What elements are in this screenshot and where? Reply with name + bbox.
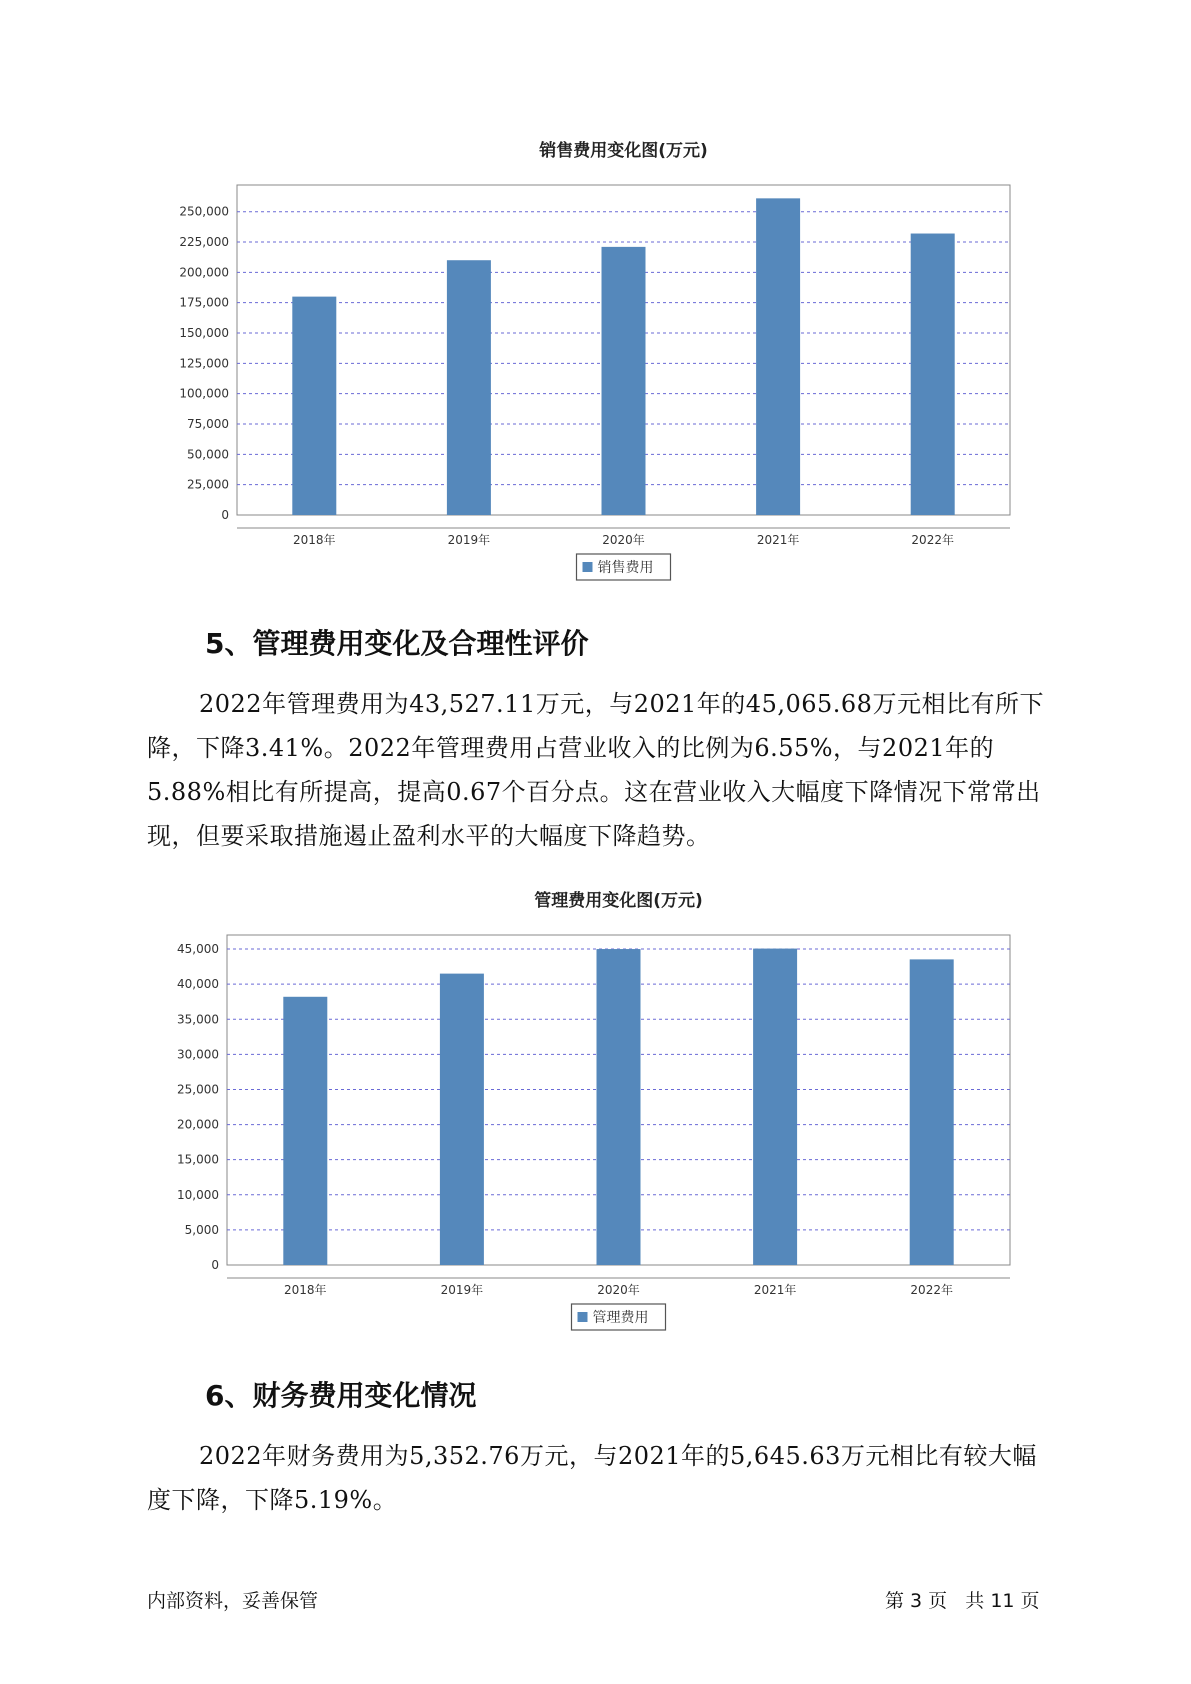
chart-title: 销售费用变化图(万元): [539, 141, 708, 161]
y-tick-label: 35,000: [177, 1012, 219, 1027]
y-tick-label: 15,000: [177, 1152, 219, 1167]
y-tick-label: 225,000: [179, 235, 229, 250]
y-tick-label: 250,000: [179, 204, 229, 219]
y-tick-label: 20,000: [177, 1117, 219, 1132]
x-tick-label: 2022年: [910, 1283, 953, 1297]
x-tick-label: 2021年: [753, 1283, 797, 1297]
y-tick-label: 25,000: [187, 477, 229, 492]
sales-expense-chart-svg: [0, 140, 1191, 600]
footer-confidential-note: 内部资料，妥善保管: [147, 1590, 319, 1612]
bar: [910, 959, 954, 1265]
x-tick-label: 2019年: [447, 533, 491, 547]
bar: [283, 997, 327, 1265]
y-tick-label: 25,000: [177, 1082, 219, 1097]
x-tick-label: 2021年: [756, 533, 800, 547]
bar: [447, 260, 491, 515]
x-tick-label: 2020年: [602, 533, 645, 547]
x-tick-label: 2018年: [293, 533, 336, 547]
y-tick-label: 5,000: [184, 1222, 219, 1237]
x-tick-label: 2019年: [440, 1283, 484, 1297]
legend-label: 销售费用: [597, 560, 654, 576]
bar: [753, 949, 797, 1265]
section-heading-finance-expense: 6、财务费用变化情况: [205, 1379, 477, 1412]
legend-swatch: [578, 1312, 588, 1322]
bar: [440, 974, 484, 1265]
admin-expense-chart: [0, 890, 1191, 1350]
admin-expense-chart-svg: [0, 890, 1191, 1350]
x-tick-label: 2022年: [911, 533, 954, 547]
y-tick-label: 30,000: [177, 1047, 219, 1062]
footer-page-number: 第 3 页 共 11 页: [885, 1590, 1040, 1612]
y-tick-label: 0: [221, 508, 229, 522]
x-tick-label: 2020年: [597, 1283, 640, 1297]
y-tick-label: 0: [211, 1258, 219, 1272]
legend-label: 管理费用: [592, 1310, 649, 1326]
y-tick-label: 10,000: [177, 1187, 219, 1202]
bar: [756, 198, 800, 515]
y-tick-label: 200,000: [179, 265, 229, 280]
y-tick-label: 125,000: [179, 356, 229, 371]
sales-expense-chart: [0, 140, 1191, 600]
y-tick-label: 150,000: [179, 326, 229, 341]
chart-title: 管理费用变化图(万元): [534, 891, 703, 911]
bar: [292, 297, 336, 515]
bar: [597, 949, 641, 1265]
y-tick-label: 175,000: [179, 295, 229, 310]
bar: [911, 234, 955, 515]
section-heading-admin-expense: 5、管理费用变化及合理性评价: [205, 627, 589, 660]
y-tick-label: 50,000: [187, 447, 229, 462]
x-tick-label: 2018年: [284, 1283, 327, 1297]
legend-swatch: [583, 562, 593, 572]
y-tick-label: 45,000: [177, 942, 219, 957]
bar: [602, 247, 646, 515]
y-tick-label: 100,000: [179, 386, 229, 401]
admin-expense-paragraph: 2022年管理费用为43,527.11万元，与2021年的45,065.68万元相比有所下降，下降3.41%。2022年管理费用占营业收入的比例为6.55%，与2021年的5.88%相比有所提高，提高0.67个百分点。这在营业收入大幅度下降情况下常常出现，但要采取措施遏止盈利水平的大幅度下降趋势。: [147, 690, 1044, 850]
y-tick-label: 75,000: [187, 417, 229, 432]
y-tick-label: 40,000: [177, 977, 219, 992]
finance-expense-paragraph: 2022年财务费用为5,352.76万元，与2021年的5,645.63万元相比有较大幅度下降，下降5.19%。: [147, 1442, 1037, 1514]
